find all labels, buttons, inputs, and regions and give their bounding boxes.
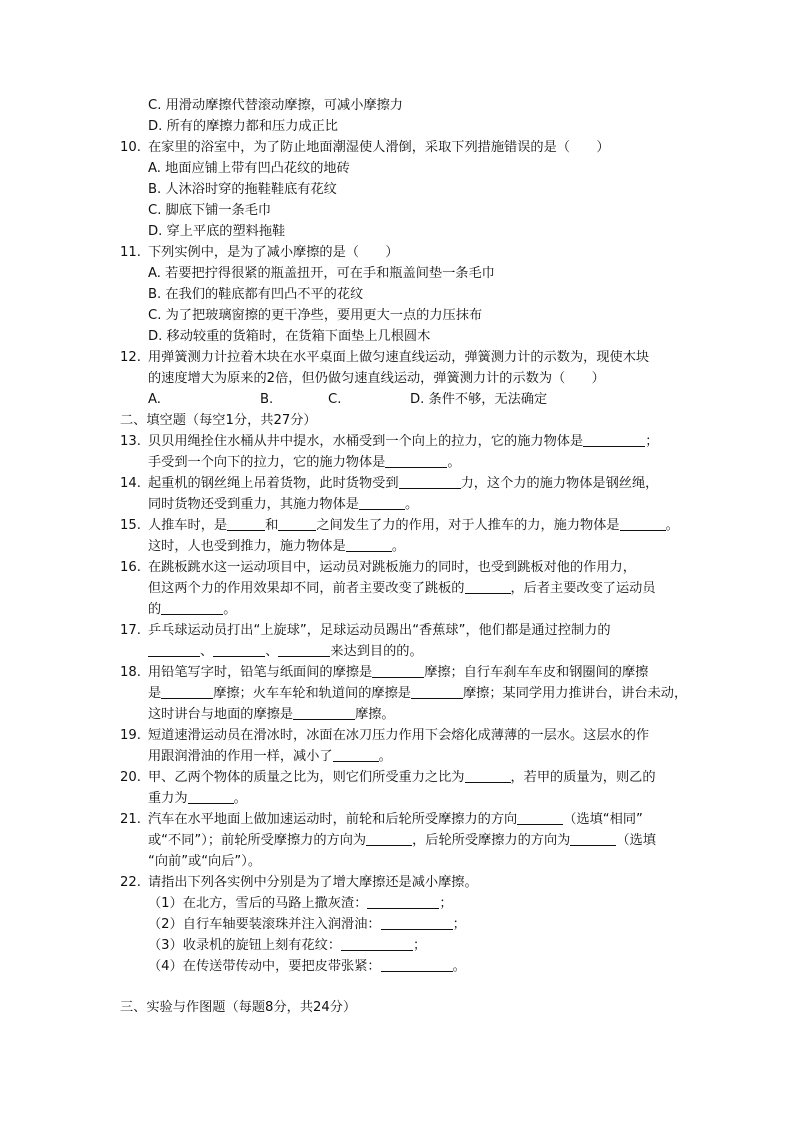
question-text: 下列实例中，是为了减小摩擦的是（ ） — [148, 245, 399, 260]
question-15-line2: 这时，人也受到推力，施力物体是 。 — [148, 539, 405, 554]
question-number: 18. — [120, 665, 141, 680]
question-18-line2: 是 摩擦；火车车轮和轨道间的摩擦是 摩擦；某同学用力推讲台，讲台未动， — [148, 686, 688, 701]
q22-item-3: （3）收录机的旋钮上刻有花纹： ； — [148, 938, 427, 953]
answer-blank[interactable] — [367, 894, 439, 909]
question-number: 21. — [120, 812, 141, 827]
answer-blank[interactable] — [359, 495, 405, 510]
answer-blank[interactable] — [570, 831, 616, 846]
answer-blank[interactable] — [366, 831, 412, 846]
answer-blank[interactable] — [161, 600, 223, 615]
answer-blank[interactable] — [465, 768, 511, 783]
q12-option-b: B. — [260, 392, 274, 407]
answer-blank[interactable] — [465, 579, 511, 594]
answer-blank[interactable] — [161, 684, 213, 699]
q22-item-1: （1）在北方，雪后的马路上撒灰渣： ； — [148, 896, 453, 911]
question-number: 15. — [120, 518, 141, 533]
answer-blank[interactable] — [411, 684, 463, 699]
question-19: 19. 短道速滑运动员在滑冰时，冰面在冰刀压力作用下会熔化成薄薄的一层水。这层水的作 — [120, 728, 650, 743]
question-18-line3: 这时讲台与地面的摩擦是 摩擦。 — [148, 707, 395, 722]
question-14: 14. 起重机的钢丝绳上吊着货物，此时货物受到 力，这个力的施力物体是钢丝绳， — [120, 476, 659, 491]
question-13-line2: 手受到一个向下的拉力，它的施力物体是 。 — [148, 455, 461, 470]
question-text: 在家里的浴室中，为了防止地面潮湿使人滑倒，采取下列措施错误的是（ ） — [148, 140, 610, 155]
question-12 — [120, 348, 720, 368]
answer-blank[interactable] — [148, 642, 200, 657]
answer-blank[interactable] — [278, 642, 330, 657]
question-14-line2: 同时货物还受到重力，其施力物体是 。 — [148, 497, 419, 512]
question-21-line2: 或“不同”）；前轮所受摩擦力的方向为 ，后轮所受摩擦力的方向为 （选填 — [148, 833, 656, 848]
question-number: 16. — [120, 560, 141, 575]
question-number: 12. — [120, 350, 141, 365]
question-number: 11. — [120, 245, 141, 260]
answer-blank[interactable] — [399, 474, 461, 489]
q9-option-c: C. 用滑动摩擦代替滚动摩擦，可减小摩擦力 — [148, 98, 403, 113]
section-3-title: 三、实验与作图题（每题8分，共24分） — [120, 1000, 357, 1015]
q22-item-2: （2）自行车轴要装滚珠并注入润滑油： ； — [148, 917, 466, 932]
answer-blank[interactable] — [381, 957, 453, 972]
question-number: 22. — [120, 875, 141, 890]
q12-option-a: A. — [148, 392, 161, 407]
q10-option-c: C. 脚底下铺一条毛巾 — [148, 203, 272, 218]
answer-blank[interactable] — [333, 747, 379, 762]
question-number: 19. — [120, 728, 141, 743]
question-11 — [120, 243, 720, 263]
question-number: 10. — [120, 140, 141, 155]
answer-blank[interactable] — [227, 516, 265, 531]
q11-option-d: D. 移动较重的货箱时，在货箱下面垫上几根圆木 — [148, 329, 431, 344]
q11-option-c: C. 为了把玻璃窗擦的更干净些，要用更大一点的力压抹布 — [148, 308, 483, 323]
question-text-line1: 用弹簧测力计拉着木块在水平桌面上做匀速直线运动，弹簧测力计的示数为，现使木块 — [148, 350, 650, 365]
q10-option-d: D. 穿上平底的塑料拖鞋 — [148, 224, 286, 239]
question-19-line2: 用跟润滑油的作用一样，减小了 。 — [148, 749, 392, 764]
question-17-line2: 、 、 来达到目的的。 — [148, 642, 423, 662]
question-17: 17. 乒乓球运动员打出“上旋球”，足球运动员踢出“香蕉球”，他们都是通过控制力的 — [120, 623, 611, 638]
question-20: 20. 甲、乙两个物体的质量之比为，则它们所受重力之比为 ，若甲的质量为，则乙的 — [120, 770, 656, 785]
question-13: 13. 贝贝用绳拴住水桶从井中提水，水桶受到一个向上的拉力，它的施力物体是 ； — [120, 434, 659, 449]
question-number: 14. — [120, 476, 141, 491]
answer-blank[interactable] — [341, 936, 413, 951]
question-21-line3: “向前”或“向后”）。 — [148, 854, 262, 869]
answer-blank[interactable] — [293, 705, 355, 720]
q12-option-c: C. — [328, 392, 342, 407]
q22-item-4: （4）在传送带传动中，要把皮带张紧： 。 — [148, 959, 466, 974]
question-text-line2: 的速度增大为原来的2倍，但仍做匀速直线运动，弹簧测力计的示数为（ ） — [148, 371, 605, 386]
answer-blank[interactable] — [517, 810, 563, 825]
q9-option-d: D. 所有的摩擦力都和压力成正比 — [148, 119, 338, 134]
question-number: 13. — [120, 434, 141, 449]
answer-blank[interactable] — [346, 537, 392, 552]
question-22: 22. 请指出下列各实例中分别是为了增大摩擦还是减小摩擦。 — [120, 875, 478, 890]
question-10 — [120, 138, 720, 158]
answer-blank[interactable] — [213, 642, 265, 657]
answer-blank[interactable] — [583, 432, 645, 447]
answer-blank[interactable] — [372, 663, 424, 678]
section-2-title: 二、填空题（每空1分，共27分） — [120, 413, 317, 428]
question-21: 21. 汽车在水平地面上做加速运动时，前轮和后轮所受摩擦力的方向 （选填“相同” — [120, 812, 643, 827]
answer-blank[interactable] — [381, 915, 453, 930]
answer-blank[interactable] — [620, 516, 666, 531]
question-16-line2: 但这两个力的作用效果却不同，前者主要改变了跳板的 ，后者主要改变了运动员 — [148, 581, 656, 596]
question-16: 16. 在跳板跳水这一运动项目中，运动员对跳板施力的同时，也受到跳板对他的作用力， — [120, 560, 636, 575]
answer-blank[interactable] — [385, 453, 447, 468]
q12-options — [148, 390, 628, 410]
question-16-line3: 的 。 — [148, 602, 237, 617]
q12-option-d: D. 条件不够，无法确定 — [410, 392, 548, 407]
q10-option-a: A. 地面应铺上带有凹凸花纹的地砖 — [148, 161, 350, 176]
question-20-line2: 重力为 。 — [148, 791, 247, 806]
question-number: 17. — [120, 623, 141, 638]
answer-blank[interactable] — [278, 516, 316, 531]
answer-blank[interactable] — [188, 789, 234, 804]
q11-option-a: A. 若要把拧得很紧的瓶盖扭开，可在手和瓶盖间垫一条毛巾 — [148, 266, 495, 281]
question-15: 15. 人推车时，是 和 之间发生了力的作用，对于人推车的力，施力物体是 。 — [120, 518, 679, 533]
question-18: 18. 用铅笔写字时，铅笔与纸面间的摩擦是 摩擦；自行车刹车车皮和钢圈间的摩擦 — [120, 665, 649, 680]
q11-option-b: B. 在我们的鞋底都有凹凸不平的花纹 — [148, 287, 364, 302]
question-number: 20. — [120, 770, 141, 785]
q10-option-b: B. 人沐浴时穿的拖鞋鞋底有花纹 — [148, 182, 337, 197]
